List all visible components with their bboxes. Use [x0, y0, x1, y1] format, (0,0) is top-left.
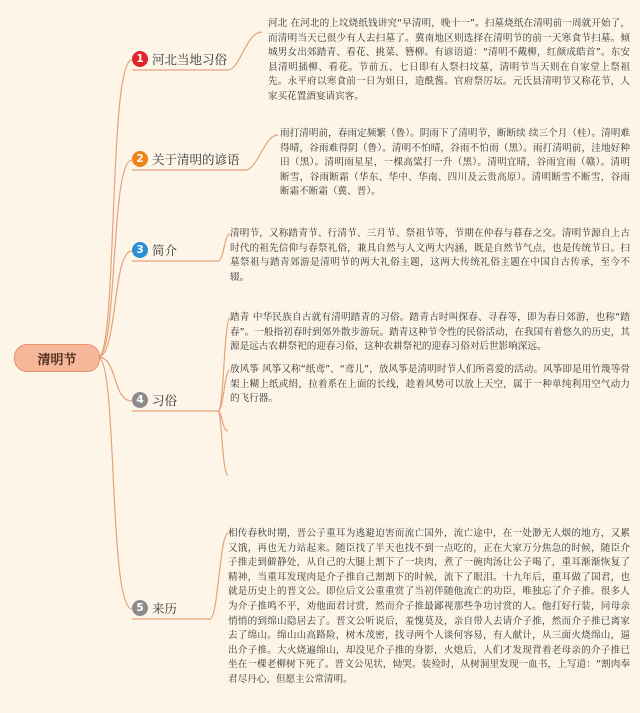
topic-customs[interactable] — [132, 389, 177, 411]
topic-label: 关于清明的谚语 — [152, 152, 240, 167]
topic-origin[interactable] — [132, 597, 177, 619]
topic-hebei[interactable] — [132, 48, 227, 70]
topic-label: 习俗 — [152, 393, 178, 408]
topic-proverbs[interactable] — [132, 148, 240, 170]
branch-hebei — [228, 32, 262, 70]
topic-intro[interactable] — [132, 239, 177, 261]
text-proverbs: 雨打清明前，春雨定频繁（鲁）。阴雨下了清明节，断断续 续三个月（桂）。清明难得晴，谷雨难得阴（鲁）。清明不怕晴，谷雨不怕雨（黑）。雨打清明前，洼地好种田（黑）。清明雨星星，一棵高粱打一升（黑）。清明宜晴，谷雨宜雨（赣）。清明断雪，谷雨断霜（华东、华中、华南、四川及云贵高原）。清明断雪不断雪，谷雨断霜不断霜（冀、晋）。 — [280, 128, 630, 198]
branch-proverbs — [245, 135, 278, 170]
text-intro: 清明节，又称踏青节、行清节、三月节、祭祖节等，节期在仲春与暮春之交。清明节源自上古时代的祖先信仰与春祭礼俗，兼具自然与人文两大内涵，既是自然节气点，也是传统节日。扫墓祭祖与踏青郊游是清明节的两大礼俗主题，这两大传统礼俗主题在中国自古传承，至今不辍。 — [230, 228, 630, 283]
branch-custom-4 — [218, 411, 228, 475]
number-4-icon: 4 — [132, 392, 148, 408]
root-branch-2 — [98, 160, 132, 357]
topic-label: 河北当地习俗 — [152, 52, 228, 67]
branch-origin — [210, 533, 228, 619]
number-3-icon: 3 — [132, 242, 148, 258]
topic-label: 简介 — [152, 243, 178, 258]
root-branch-1 — [98, 60, 132, 357]
root-branch-5 — [98, 357, 132, 609]
text-custom-taqing: 踏青 中华民族自古就有清明踏青的习俗。踏青古时叫探春、寻春等，即为春日郊游，也称“踏春”。一般指初春时到郊外散步游玩。踏青这种节令性的民俗活动，在我国有着悠久的历史，其源是远古农耕祭祀的迎春习俗，这种农耕祭祀的迎春习俗对后世影响深远。 — [230, 312, 630, 353]
number-5-icon: 5 — [132, 600, 148, 616]
topic-label: 来历 — [152, 601, 178, 616]
branch-intro — [218, 234, 230, 261]
number-2-icon: 2 — [132, 151, 148, 167]
branch-custom-1 — [218, 318, 230, 411]
number-1-icon: 1 — [132, 51, 148, 67]
text-custom-kite: 放风筝 风筝又称“纸鸢”、“鸢儿”，放风筝是清明时节人们所喜爱的活动。风筝即是用竹篾等骨架上糊上纸或绢，拉着系在上面的长线，趁着风势可以放上天空，属于一种单纯利用空气动力的飞行器。 — [230, 364, 630, 405]
text-hebei: 河北 在河北的上坟烧纸钱讲究“早清明，晚十一”。扫墓烧纸在清明前一周就开始了，而清明当天已很少有人去扫墓了。冀南地区则选择在清明节的前一天寒食节扫墓。倾城男女出郊踏青、看花、挑菜、簪柳。有谚语道：“清明不戴柳，红颜成皓首”。东安县清明插柳、看花。节前五、七日即有人祭扫坟墓，清明节当天则在自家堂上祭祖先。永平府以寒食前一日为姐日，造酰酱。官府祭厉坛。元氏县清明节又称花节，人家买花置酒宴请宾客。 — [268, 18, 630, 102]
root-branch-3 — [98, 251, 132, 357]
root-node[interactable]: 清明节 — [14, 344, 100, 372]
text-origin: 相传春秋时期，晋公子重耳为逃避迫害而流亡国外，流亡途中，在一处渺无人烟的地方，又累又饿，再也无力站起来。随臣找了半天也找不到一点吃的，正在大家万分焦急的时候，随臣介子推走到僻静处，从自己的大腿上割下了一块肉，煮了一碗肉汤让公子喝了，重耳渐渐恢复了精神，当重耳发现肉是介子推自己割割下的时候，流下了眼泪。十九年后，重耳做了国君，也就是历史上的晋文公。即位后文公重重赏了当初伴随他流亡的功臣，唯独忘了介子推。很多人为介子推鸣不平，劝他面君讨赏，然而介子推最鄙视那些争功讨赏的人。他打好行装，同母亲悄悄的到绵山隐居去了。晋文公听说后，羞愧莫及，亲自带人去请介子推，然而介子推已离家去了绵山。绵山山高路险，树木茂密，找寻两个人谈何容易，有人献计，从三面火烧绵山，逼出介子推。大火烧遍绵山，却没见介子推的身影，火熄后，人们才发现背着老母亲的介子推已坐在一棵老柳树下死了。晋文公见状，恸哭。装殓时，从树洞里发现一血书，上写道：“割肉奉君尽丹心，但愿主公常清明。 — [228, 528, 630, 685]
